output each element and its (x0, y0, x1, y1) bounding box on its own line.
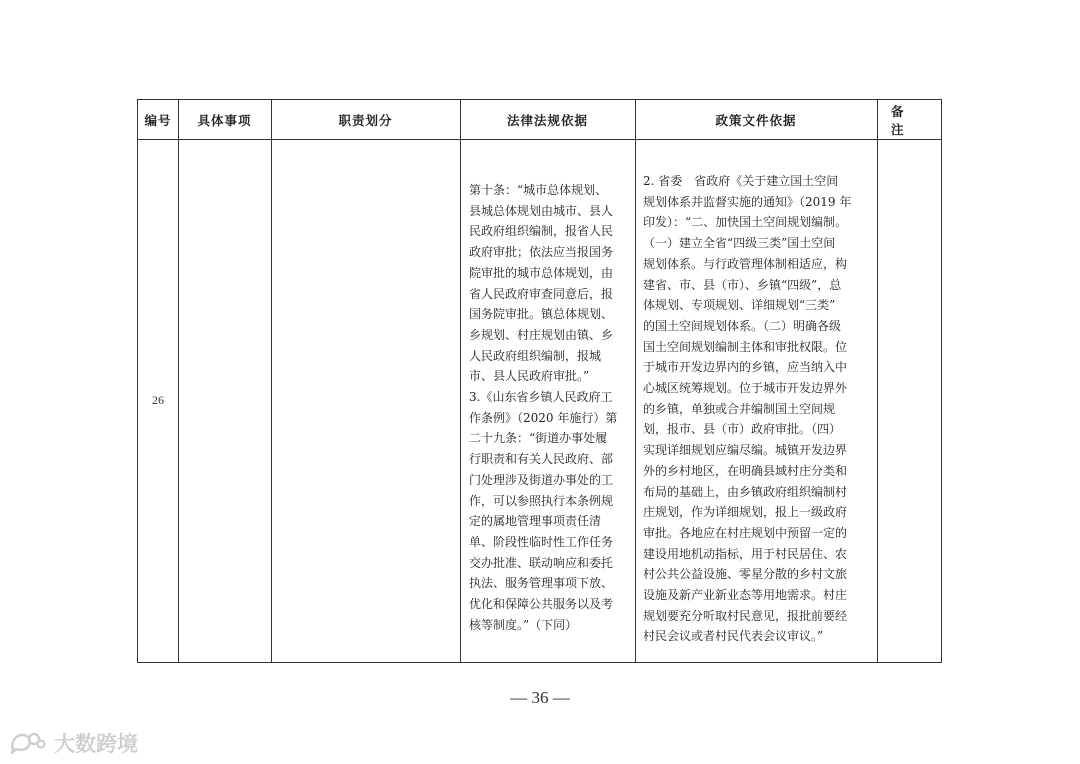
header-policy-basis: 政策文件依据 (715, 112, 797, 128)
policy-line: 印发）：“二、加快国土空间规划编制。 (643, 215, 848, 230)
header-number: 编号 (144, 112, 172, 128)
watermark-text: 大数跨境 (54, 732, 138, 756)
law-line: 作，可以参照执行本条例规 (469, 493, 614, 508)
policy-line: 建省、市、县（市）、乡镇“四级”，总 (643, 277, 842, 292)
law-line: 人民政府组织编制，报城 (469, 348, 602, 363)
law-line: 门处理涉及街道办事处的工 (469, 472, 614, 487)
column-divider (460, 100, 461, 662)
policy-line: 规划体系。与行政管理体制相适应，构 (643, 256, 848, 271)
policy-line: 设施及新产业新业态等用地需求。村庄 (643, 588, 848, 603)
header-divider (138, 139, 941, 140)
header-item: 具体事项 (197, 112, 252, 128)
law-basis-cell (469, 180, 634, 635)
policy-line: 心城区统筹规划。位于城市开发边界外 (643, 381, 848, 396)
row-number: 26 (152, 393, 164, 407)
policy-line: 村民会议或者村民代表会议审议。” (643, 629, 824, 644)
header-law-basis: 法律法规依据 (506, 112, 588, 128)
policy-line: 村公共公益设施、零星分散的乡村文旅 (643, 567, 848, 582)
header-remarks: 备注 (891, 103, 918, 137)
column-divider (178, 100, 179, 662)
law-line: 3.《山东省乡镇人民政府工 (469, 390, 613, 405)
law-line: 核等制度。”（下同） (469, 617, 578, 632)
policy-line: 划，报市、县（市）政府审批。（四） (643, 422, 842, 437)
page-number: — 36 — (510, 688, 570, 707)
law-line: 市、县人民政府审批。” (469, 369, 590, 384)
policy-line: 审批。各地应在村庄规划中预留一定的 (643, 525, 848, 540)
chat-bubbles-logo-icon (10, 730, 46, 756)
law-line: 第十条：“城市总体规划、 (469, 183, 608, 197)
header-duty: 职责划分 (338, 112, 393, 128)
policy-line: 实现详细规划应编尽编。城镇开发边界 (643, 443, 848, 458)
policy-line: 布局的基础上，由乡镇政府组织编制村 (643, 484, 848, 499)
policy-line: 外的乡村地区，在明确县域村庄分类和 (643, 463, 848, 478)
law-line: 执法、服务管理事项下放、 (469, 576, 614, 591)
law-line: 行职责和有关人民政府、部 (469, 452, 614, 467)
policy-line: 建设用地机动指标，用于村民居住、农 (643, 546, 848, 561)
law-line: 省人民政府审查同意后，报 (469, 286, 614, 301)
law-line: 政府审批；依法应当报国务 (469, 245, 614, 260)
column-divider (877, 100, 878, 662)
policy-line: 体规划、专项规划、详细规划“三类” (643, 298, 836, 313)
law-line: 二十九条：“街道办事处履 (469, 431, 608, 446)
law-line: 民政府组织编制，报省人民 (469, 224, 614, 239)
policy-basis-cell (643, 171, 871, 647)
policy-line: 规划体系并监督实施的通知》（2019 年 (643, 194, 852, 209)
policy-line: 庄规划，作为详细规划，报上一级政府 (643, 505, 848, 520)
law-line: 定的属地管理事项责任清 (469, 514, 602, 529)
law-line: 乡规划、村庄规划由镇、乡 (469, 327, 614, 342)
policy-line: 2. 省委 省政府《关于建立国土空间 (643, 174, 839, 188)
policy-line: （一）建立全省“四级三类”国土空间 (643, 236, 836, 251)
law-line: 县城总体规划由城市、县人 (469, 203, 614, 218)
policy-line: 的乡镇，单独或合并编制国土空间规 (643, 401, 836, 416)
law-line: 交办批准、联动响应和委托 (469, 555, 614, 570)
column-divider (271, 100, 272, 662)
policy-line: 于城市开发边界内的乡镇，应当纳入中 (643, 360, 848, 375)
law-line: 院审批的城市总体规划，由 (469, 265, 614, 280)
policy-line: 国土空间规划编制主体和审批权限。位 (643, 339, 848, 354)
law-line: 国务院审批。镇总体规划、 (469, 307, 614, 322)
law-line: 单、阶段性临时性工作任务 (469, 534, 614, 549)
law-line: 优化和保障公共服务以及考 (469, 597, 614, 612)
column-divider (635, 100, 636, 662)
watermark (10, 728, 138, 758)
regulation-table (137, 99, 942, 663)
policy-line: 规划要充分听取村民意见，报批前要经 (643, 608, 848, 623)
policy-line: 的国土空间规划体系。（二）明确各级 (643, 318, 842, 333)
law-line: 作条例》（2020 年施行）第 (469, 410, 618, 425)
